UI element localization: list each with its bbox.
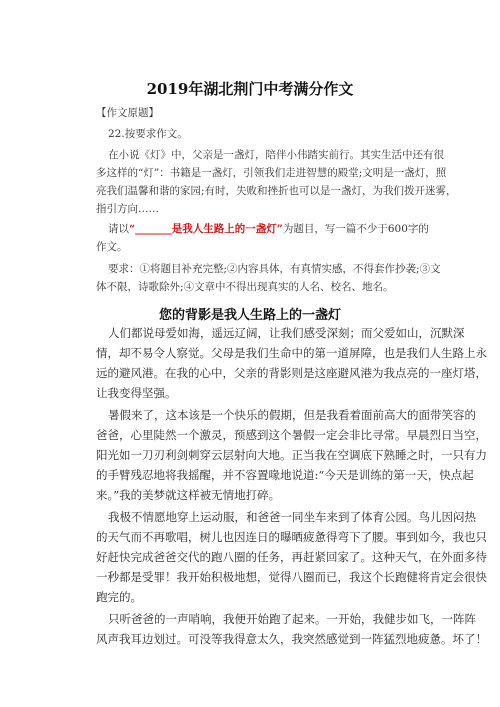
essay-line: 暑假来了，这本该是一个快乐的假期，但是我看着面前高大的面带笑容的 (108, 408, 476, 422)
document-title: 2019年湖北荆门中考满分作文 (146, 80, 354, 98)
essay-line: 远的避风港。在我的心中，父亲的背影则是这座避风港为我点亮的一座灯塔， (96, 366, 487, 380)
essay-line: 让我变得坚强。 (96, 386, 177, 400)
essay-line: 来。”我的美梦就这样被无情地打碎。 (96, 488, 281, 502)
prompt-instruction (108, 222, 429, 236)
prompt-line: 多这样的“灯”：书籍是一盏灯，引领我们走进智慧的殿堂;文明是一盏灯，照 (96, 167, 447, 179)
essay-line: 的手臂残忍地将我摇醒，并不容置喙地说道:“今天是训练的第一天，快点起 (96, 468, 474, 482)
essay-line: 人们都说母爱如海，遥远辽阔，让我们感受深刻；而父爱如山，沉默深 (108, 326, 465, 340)
prompt-line: 指引方向…… (96, 203, 159, 215)
prompt-requirement: 要求：①将题目补充完整;②内容具体，有真情实感，不得套作抄袭;③文 (108, 263, 441, 275)
essay-line: 我极不情愿地穿上运动服，和爸爸一同坐车来到了体育公园。鸟儿因闷热 (108, 510, 476, 524)
instruction-prefix: 请以 (108, 223, 129, 235)
essay-line: 风声我耳边划过。可没等我得意太久，我突然感觉到一阵猛烈地疲惫。坏了！ (96, 632, 487, 646)
essay-line: 的天气而不再歌唱，树儿也因连日的曝晒疲惫得弯下了腰。事到如今，我也只 (96, 530, 487, 544)
prompt-line: 作文。 (96, 241, 128, 253)
prompt-requirement: 体不限，诗歌除外;④文章中不得出现真实的人名、校名、地名。 (96, 281, 394, 293)
essay-line: 爸爸，心里陡然一个激灵，预感到这个暑假一定会非比寻常。早晨烈日当空， (96, 428, 487, 442)
essay-line: 跑完的。 (96, 590, 142, 604)
instruction-suffix: 为题目，写一篇不少于600字的 (282, 223, 429, 235)
prompt-line: 在小说《灯》中，父亲是一盏灯，陪伴小伟踏实前行。其实生活中还有很 (108, 149, 444, 161)
essay-line: 阳光如一刀刃利剑刺穿云层射向大地。正当我在空调底下熟睡之时，一只有力 (96, 448, 487, 462)
essay-title: 您的背影是我人生路上的一盏灯 (158, 308, 341, 323)
instruction-topic: “_______是我人生路上的一盏灯” (129, 223, 283, 235)
essay-line: 好赶快完成爸爸交代的跑八圈的任务，再赶紧回家了。这种天气，在外面多待 (96, 550, 487, 564)
essay-line: 情，却不易令人察觉。父母是我们生命中的第一道屏障，也是我们人生路上永 (96, 346, 487, 360)
essay-line: 一秒都是受罪！我开始积极地想，觉得八圈而已，我这个长跑健将肯定会很快 (96, 570, 487, 584)
prompt-line: 亮我们温馨和谐的家园;有时，失败和挫折也可以是一盏灯，为我们拨开迷雾， (96, 185, 457, 197)
prompt-item: 22.按要求作文。 (108, 128, 188, 140)
essay-line: 只听爸爸的一声哨响，我便开始跑了起来。一开始，我健步如飞，一阵阵 (108, 612, 476, 626)
prompt-header: 【作文原题】 (96, 107, 159, 119)
